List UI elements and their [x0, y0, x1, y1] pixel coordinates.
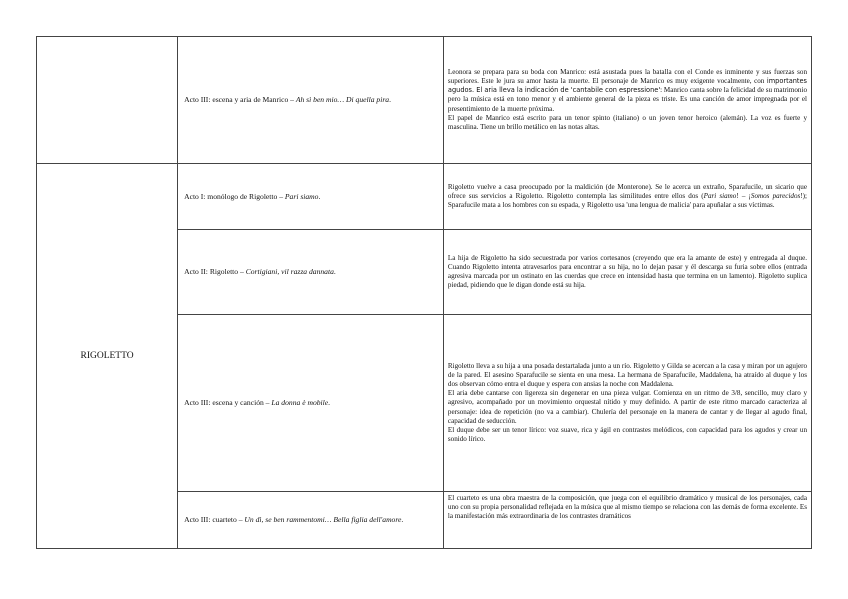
scene-cell: [178, 315, 444, 492]
scene-end: .: [333, 267, 336, 276]
scene-label: Acto III: escena y aria de Manrico –: [184, 95, 296, 104]
desc-text: ! – ¡: [736, 191, 751, 200]
scene-title: Ah sì ben mio… Di quella pira: [295, 95, 390, 104]
desc-text: Rigoletto vuelve a casa preocupado por la maldición (de Monterone). Se le acerca un extraño, Sparafucile, un sicario que ofrece sus servicios a Rigoletto. Rigoletto contempla las similitudes entre ellos dos (: [447, 182, 807, 200]
scene-cell: [178, 37, 444, 164]
scene-cell: [178, 164, 444, 230]
scene-label: Acto III: cuarteto –: [184, 515, 245, 524]
description-cell: [443, 315, 811, 492]
opera-name-cell: [37, 164, 178, 549]
scene-cell: [178, 492, 444, 549]
desc-text: !); Sparafucile mata a los hombres con su espada, y Rigoletto usa 'una lengua de malicia' para apuñalar a sus víctimas.: [447, 191, 807, 210]
opera-cell-empty: [37, 37, 178, 164]
scene-end: .: [328, 398, 331, 407]
description-paragraph: [448, 183, 807, 210]
table-row: [37, 37, 812, 164]
scene-end: .: [318, 191, 321, 201]
description-paragraph: El papel de Manrico está escrito para un tenor spinto (italiano) o un joven tenor heroico (alemán). La voz es fuerte y masculina. Tiene un brillo metálico en las notas altas.: [447, 113, 807, 131]
description-paragraph: El aria debe cantarse con ligereza sin degenerar en una pieza vulgar. Comienza en un ritmo de 3/8, sencillo, muy claro y agresivo, acompañado por un movimiento orquestal nítido y muy definido. A partir de este ritmo marcado caracteriza al personaje: idea de repetición (no va a cambiar). Chulería del personaje en la manera de cantar y de llegar al agudo final, capacidad de seducción.: [447, 389, 807, 425]
table-row: [37, 164, 812, 230]
scene-title: Pari siamo: [284, 191, 319, 201]
desc-emphasis: importantes agudos. El aria lleva la indicación de 'cantabile con espressione': [447, 77, 807, 95]
desc-italic: Somos parecidos: [750, 191, 801, 200]
description-cell: [443, 492, 811, 549]
description-paragraph: [448, 68, 807, 113]
description-cell: [443, 37, 811, 164]
description-cell: [443, 164, 811, 230]
opera-scenes-table: [36, 36, 812, 549]
scene-title: Un dì, se ben rammentomi… Bella figlia dell'amore: [244, 515, 402, 524]
scene-cell: [178, 230, 444, 315]
description-paragraph: El cuarteto es una obra maestra de la composición, que juega con el equilibrio dramático y musical de los personajes, cada uno con su propia personalidad reflejada en la música que al mismo tiempo se relaciona con las demás de forma excelente. Es la manifestación más extraordinaria de los contrastes dramáticos: [447, 494, 807, 521]
desc-italic: Pari siamo: [703, 191, 737, 200]
opera-name: RIGOLETTO: [80, 351, 134, 361]
scene-label: Acto II: Rigoletto –: [184, 267, 246, 276]
description-cell: [443, 230, 811, 315]
scene-title: La donna è mobile: [271, 398, 329, 407]
scene-label: Acto I: monólogo de Rigoletto –: [184, 191, 285, 201]
scene-label: Acto III: escena y canción –: [184, 398, 272, 407]
desc-text: Leonora se prepara para su boda con Manrico: está asustada pues la batalla con el Conde es inminente y sus fuerzas son superiores. Este le jura su amor hasta la muerte. El personaje de Manrico es muy exigente vocalmente, con: [447, 68, 807, 86]
scene-end: .: [389, 95, 391, 104]
description-paragraph: El duque debe ser un tenor lírico: voz suave, rica y ágil en contrastes melódicos, con capacidad para los agudos y crear un sonido lírico.: [447, 425, 807, 443]
description-paragraph: Rigoletto lleva a su hija a una posada destartalada junto a un río. Rigoletto y Gilda se acercan a la casa y miran por un agujero de la pared. El asesino Sparafucile se sienta en una mesa. La hermana de Sparafucile, Maddalena, ha atraído al duque y los dos observan cómo entra el duque y espera con ansias la noche con Maddalena.: [447, 362, 807, 389]
scene-title: Cortigiani, vil razza dannata: [245, 267, 334, 276]
scene-end: .: [401, 515, 404, 524]
description-paragraph: La hija de Rigoletto ha sido secuestrada por varios cortesanos (creyendo que era la amante de este) y entregada al duque. Cuando Rigoletto intenta atravesarlos para encontrar a su hija, no lo dejan pasar y él descarga su furia sobre ellos (entrada agresiva marcada por un ostinato en las cuerdas que crece en intensidad hasta que termina en un lamento). Rigoletto suplica piedad, pidiendo que le digan donde está su hija.: [447, 253, 807, 290]
desc-text: : Manrico canta sobre la felicidad de su matrimonio pero la música está en tono menor y el ambiente general de la pieza es triste. Es una canción de amor impregnada por el presentimiento de la muerte próxima.: [447, 86, 807, 113]
